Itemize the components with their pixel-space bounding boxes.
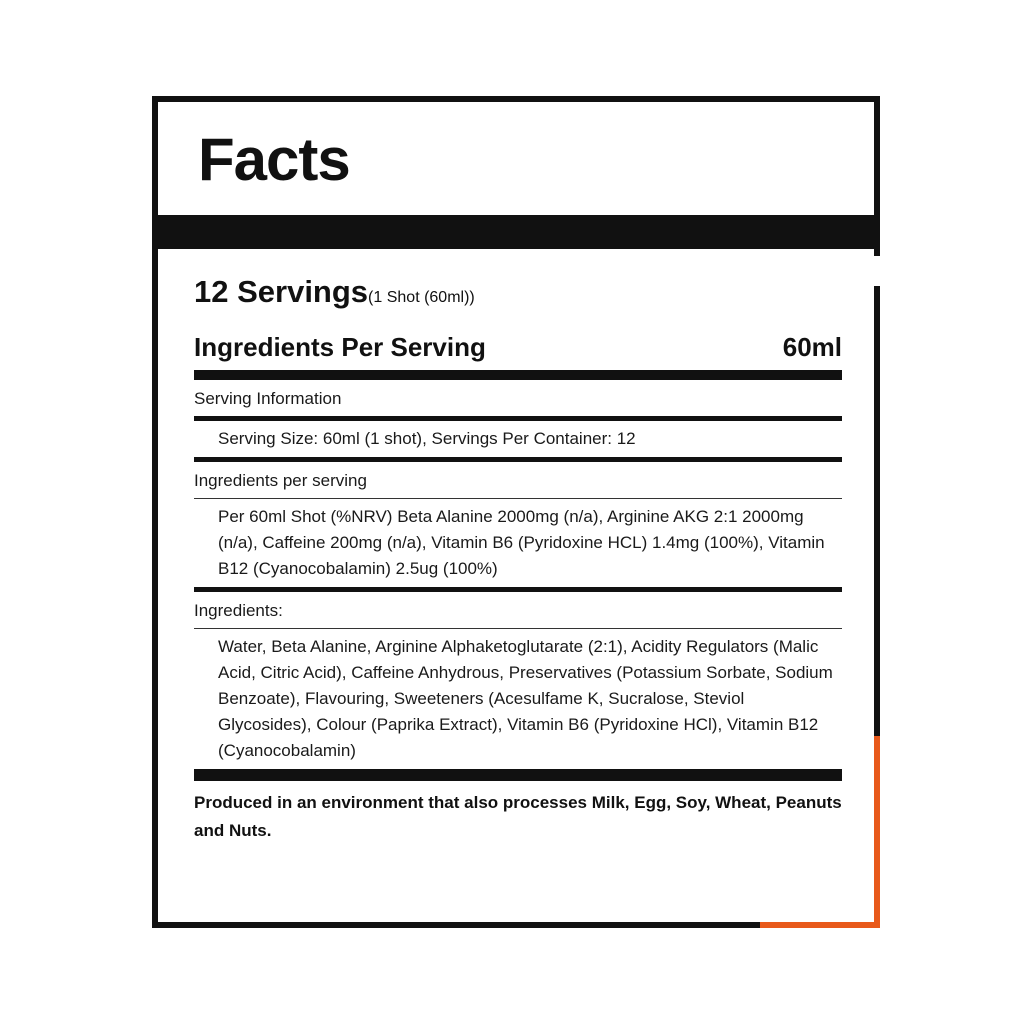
nutrition-facts-label: [152, 96, 880, 928]
servings-count: 12 Servings: [194, 274, 369, 309]
servings-line: [194, 272, 842, 318]
serving-information-label: Serving Information: [194, 389, 342, 408]
bottom-border-accent: [760, 922, 880, 928]
ingredients-text: Water, Beta Alanine, Arginine Alphaketoglutarate (2:1), Acidity Regulators (Malic Acid, Citric Acid), Caffeine Anhydrous, Preservatives (Potassium Sorbate, Sodium Benzoate), Flavouring, Sweeteners (Acesulfame K, Sucralose, Steviol Glycosides), Colour (Paprika Extract), Vitamin B6 (Pyridoxine HCl), Vitamin B12 (Cyanocobalamin): [218, 637, 833, 760]
ingredients-end-rule: [194, 769, 842, 781]
facts-content: [194, 272, 842, 845]
right-border-top-segment: [874, 96, 880, 256]
right-border-middle-segment: [874, 286, 880, 736]
per-serving-header: [194, 330, 842, 364]
per-serving-amount: 60ml: [782, 332, 842, 362]
serving-information-text: Serving Size: 60ml (1 shot), Servings Per Container: 12: [218, 429, 636, 448]
right-border-gap: [874, 256, 880, 286]
right-border-accent-segment: [874, 736, 880, 928]
facts-title: Facts: [198, 126, 350, 193]
ingredients-label: Ingredients:: [194, 601, 283, 620]
label-right-border: [874, 96, 880, 928]
header-rule: [194, 370, 842, 380]
ingredients-per-serving-text: Per 60ml Shot (%NRV) Beta Alanine 2000mg (n/a), Arginine AKG 2:1 2000mg (n/a), Caffeine 200mg (n/a), Vitamin B6 (Pyridoxine HCL) 1.4mg (100%), Vitamin B12 (Cyanocobalamin) 2.5ug (100%): [218, 507, 825, 578]
allergen-statement: Produced in an environment that also processes Milk, Egg, Soy, Wheat, Peanuts and Nuts.: [194, 793, 842, 840]
title-divider-band: [158, 215, 880, 249]
per-serving-heading: Ingredients Per Serving: [194, 332, 486, 362]
servings-size-note: (1 Shot (60ml)): [368, 289, 475, 306]
ingredients-per-serving-label: Ingredients per serving: [194, 471, 367, 490]
